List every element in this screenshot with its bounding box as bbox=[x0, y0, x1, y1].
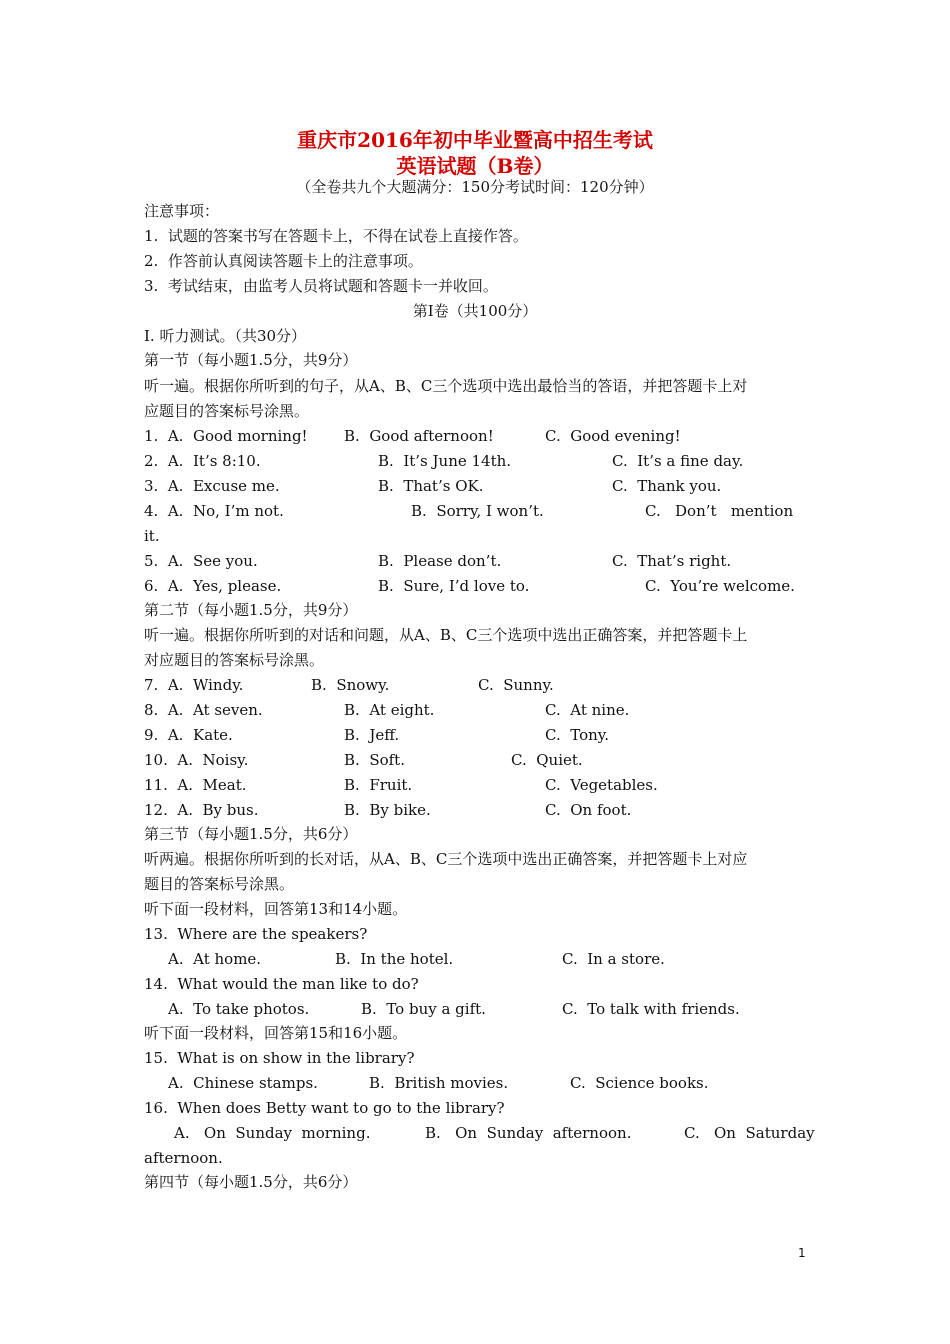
option-c: C. Tony. bbox=[545, 726, 610, 744]
question-2 bbox=[144, 451, 814, 471]
option-c: C. Quiet. bbox=[511, 751, 583, 769]
option-b: B. Soft. bbox=[344, 751, 405, 769]
sec3-material-note: 听下面一段材料，回答第15和16小题。 bbox=[144, 1024, 408, 1042]
option-c: C. You’re welcome. bbox=[645, 577, 795, 595]
option-b: B. Fruit. bbox=[344, 776, 413, 794]
part-1-heading: 第Ⅰ卷（共100分） bbox=[412, 302, 538, 320]
question-3 bbox=[144, 476, 814, 496]
option-b: B. In the hotel. bbox=[335, 950, 454, 968]
question-16: 16. When does Betty want to go to the library? bbox=[144, 1099, 505, 1117]
option-c: C. At nine. bbox=[545, 701, 630, 719]
sec3-instruction: 题目的答案标号涂黑。 bbox=[144, 875, 295, 893]
option-c: C. Good evening! bbox=[545, 427, 681, 445]
option-b: B. To buy a gift. bbox=[361, 1000, 486, 1018]
option-b: B. It’s June 14th. bbox=[378, 452, 512, 470]
question-12 bbox=[144, 800, 814, 820]
question-5 bbox=[144, 551, 814, 571]
option-c: C. To talk with friends. bbox=[562, 1000, 740, 1018]
option-b: B. Snowy. bbox=[311, 676, 390, 694]
question-4 bbox=[144, 501, 814, 521]
option-a: 3. A. Excuse me. bbox=[144, 477, 280, 495]
question-15-options bbox=[144, 1073, 814, 1093]
option-c: C. Don’t mention bbox=[645, 502, 794, 520]
option-b: B. Jeff. bbox=[344, 726, 400, 744]
question-13: 13. Where are the speakers? bbox=[144, 925, 368, 943]
sec2-instruction: 对应题目的答案标号涂黑。 bbox=[144, 651, 325, 669]
option-b: B. On Sunday afternoon. bbox=[425, 1124, 632, 1142]
option-a: 6. A. Yes, please. bbox=[144, 577, 282, 595]
option-b: B. At eight. bbox=[344, 701, 435, 719]
option-c: C. Science books. bbox=[570, 1074, 709, 1092]
option-a: 4. A. No, I’m not. bbox=[144, 502, 284, 520]
sec1-instruction: 应题目的答案标号涂黑。 bbox=[144, 402, 310, 420]
question-7 bbox=[144, 675, 814, 695]
sec3-material-note: 听下面一段材料，回答第13和14小题。 bbox=[144, 900, 408, 918]
question-4-continued: it. bbox=[144, 527, 160, 545]
option-a: A. Chinese stamps. bbox=[168, 1074, 318, 1092]
question-6 bbox=[144, 576, 814, 596]
option-c: C. Thank you. bbox=[612, 477, 722, 495]
option-b: B. Sure, I’d love to. bbox=[378, 577, 530, 595]
question-9 bbox=[144, 725, 814, 745]
option-b: B. British movies. bbox=[369, 1074, 509, 1092]
sec2-instruction: 听一遍。根据你所听到的对话和问题，从A、B、C三个选项中选出正确答案，并把答题卡上 bbox=[144, 626, 748, 644]
question-10 bbox=[144, 750, 814, 770]
question-14-options bbox=[144, 999, 814, 1019]
question-13-options bbox=[144, 949, 814, 969]
option-a: 2. A. It’s 8:10. bbox=[144, 452, 261, 470]
option-a: 7. A. Windy. bbox=[144, 676, 244, 694]
question-1 bbox=[144, 426, 814, 446]
sec1-instruction: 听一遍。根据你所听到的句子，从A、B、C三个选项中选出最恰当的答语，并把答题卡上对 bbox=[144, 377, 748, 395]
question-16-continued: afternoon. bbox=[144, 1149, 223, 1167]
option-a: 12. A. By bus. bbox=[144, 801, 259, 819]
title-line-2: 英语试题（B卷） bbox=[396, 154, 554, 178]
option-a: 1. A. Good morning! bbox=[144, 427, 308, 445]
section-heading: I. 听力测试。（共30分） bbox=[144, 327, 307, 345]
sec4-title: 第四节（每小题1.5分，共6分） bbox=[144, 1173, 358, 1191]
notice-item: 2. 作答前认真阅读答题卡上的注意事项。 bbox=[144, 252, 423, 270]
option-c: C. Vegetables. bbox=[545, 776, 658, 794]
exam-subtitle: （全卷共九个大题满分：150分考试时间：120分钟） bbox=[296, 178, 654, 196]
question-15: 15. What is on show in the library? bbox=[144, 1049, 415, 1067]
option-a: 5. A. See you. bbox=[144, 552, 258, 570]
question-11 bbox=[144, 775, 814, 795]
option-b: B. Sorry, I won’t. bbox=[411, 502, 544, 520]
option-c: C. On Saturday bbox=[684, 1124, 815, 1142]
option-b: B. Please don’t. bbox=[378, 552, 502, 570]
option-b: B. Good afternoon! bbox=[344, 427, 494, 445]
option-a: 9. A. Kate. bbox=[144, 726, 233, 744]
option-a: A. To take photos. bbox=[168, 1000, 310, 1018]
question-16-options bbox=[144, 1123, 814, 1143]
option-c: C. It’s a fine day. bbox=[612, 452, 744, 470]
page-number: 1 bbox=[798, 1246, 806, 1260]
option-c: C. Sunny. bbox=[478, 676, 554, 694]
option-b: B. By bike. bbox=[344, 801, 431, 819]
notice-heading: 注意事项： bbox=[144, 202, 220, 220]
option-a: 10. A. Noisy. bbox=[144, 751, 249, 769]
sec1-title: 第一节（每小题1.5分，共9分） bbox=[144, 351, 358, 369]
option-c: C. In a store. bbox=[562, 950, 665, 968]
question-8 bbox=[144, 700, 814, 720]
option-b: B. That’s OK. bbox=[378, 477, 484, 495]
option-c: C. That’s right. bbox=[612, 552, 732, 570]
sec2-title: 第二节（每小题1.5分，共9分） bbox=[144, 601, 358, 619]
option-a: 11. A. Meat. bbox=[144, 776, 247, 794]
option-a: 8. A. At seven. bbox=[144, 701, 263, 719]
question-14: 14. What would the man like to do? bbox=[144, 975, 419, 993]
option-c: C. On foot. bbox=[545, 801, 632, 819]
notice-item: 1. 试题的答案书写在答题卡上，不得在试卷上直接作答。 bbox=[144, 227, 528, 245]
sec3-title: 第三节（每小题1.5分，共6分） bbox=[144, 825, 358, 843]
notice-item: 3. 考试结束，由监考人员将试题和答题卡一并收回。 bbox=[144, 277, 498, 295]
option-a: A. On Sunday morning. bbox=[174, 1124, 371, 1142]
sec3-instruction: 听两遍。根据你所听到的长对话，从A、B、C三个选项中选出正确答案，并把答题卡上对应 bbox=[144, 850, 748, 868]
option-a: A. At home. bbox=[168, 950, 262, 968]
title-line-1: 重庆市2016年初中毕业暨高中招生考试 bbox=[297, 128, 653, 152]
